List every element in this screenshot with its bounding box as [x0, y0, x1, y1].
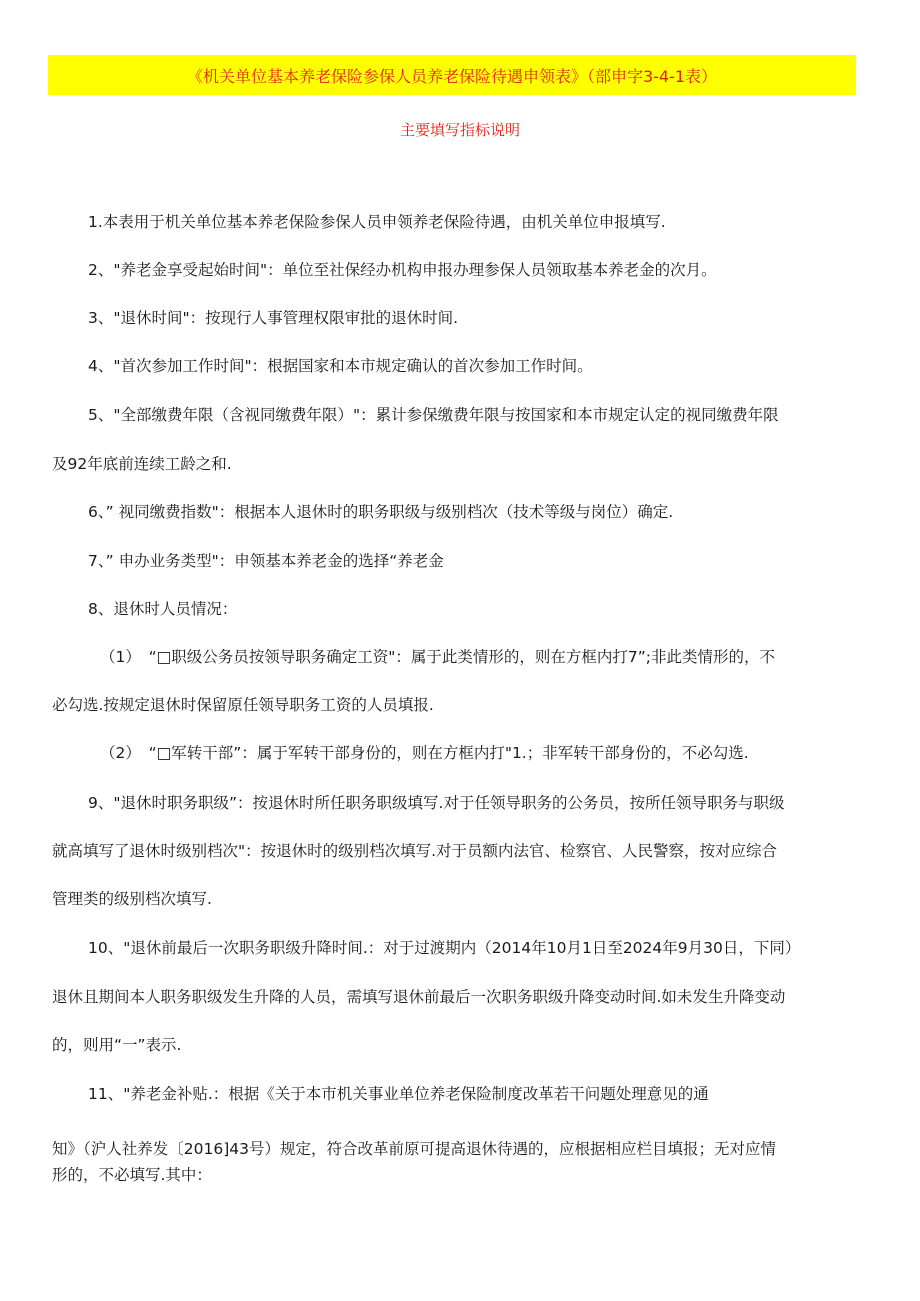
paragraph-line: 形的，不必填写.其中： — [52, 1166, 212, 1184]
paragraph-line: 退休且期间本人职务职级发生升降的人员，需填写退休前最后一次职务职级升降变动时间.如未发生升降变动 — [52, 988, 786, 1006]
paragraph-line: 就高填写了退休时级别档次"：按退休时的级别档次填写.对于员额内法官、检察官、人民警察，按对应综合 — [52, 842, 778, 860]
document-title: 《机关单位基本养老保险参保人员养老保险待遇申领表》（部申字3-4-1表） — [186, 66, 718, 86]
paragraph-line: 7、” 申办业务类型"：申领基本养老金的选择“养老金 — [88, 552, 444, 570]
paragraph-line: 1.本表用于机关单位基本养老保险参保人员申领养老保险待遇，由机关单位申报填写. — [88, 213, 666, 231]
paragraph-line: 5、"全部缴费年限（含视同缴费年限）"：累计参保缴费年限与按国家和本市规定认定的视同缴费年限 — [88, 406, 779, 424]
title-banner — [48, 55, 856, 95]
paragraph-line: 10、"退休前最后一次职务职级升降时间.：对于过渡期内（2014年10月1日至2024年9月30日，下同） — [88, 939, 801, 957]
paragraph-line: 6、” 视同缴费指数"：根据本人退休时的职务职级与级别档次（技术等级与岗位）确定. — [88, 503, 674, 521]
paragraph-line: 2、"养老金享受起始时间"：单位至社保经办机构申报办理参保人员领取基本养老金的次月。 — [88, 261, 717, 279]
paragraph-line: （1） “□职级公务员按领导职务确定工资"：属于此类情形的，则在方框内打7”;非此类情形的，不 — [100, 648, 776, 666]
paragraph-line: 必勾选.按规定退休时保留原任领导职务工资的人员填报. — [52, 696, 434, 714]
paragraph-line: 管理类的级别档次填写. — [52, 890, 212, 908]
paragraph-line: 4、"首次参加工作时间"：根据国家和本市规定确认的首次参加工作时间。 — [88, 357, 593, 375]
paragraph-line: 9、"退休时职务职级”：按退休时所任职务职级填写.对于任领导职务的公务员，按所任领导职务与职级 — [88, 794, 785, 812]
paragraph-line: 的，则用“一”表示. — [52, 1036, 182, 1054]
document-subtitle: 主要填写指标说明 — [399, 121, 520, 139]
paragraph-line: 11、"养老金补贴.：根据《关于本市机关事业单位养老保险制度改革若干问题处理意见的通 — [88, 1085, 709, 1103]
paragraph-line: 及92年底前连续工龄之和. — [52, 455, 232, 473]
paragraph-line: 3、"退休时间"：按现行人事管理权限审批的退休时间. — [88, 309, 459, 327]
paragraph-line: （2） “□军转干部”：属于军转干部身份的，则在方框内打"1.；非军转干部身份的，不必勾选. — [100, 744, 749, 762]
paragraph-line: 8、退休时人员情况： — [88, 600, 238, 618]
paragraph-line: 知》（沪人社养发〔2016]43号）规定，符合改革前原可提高退休待遇的，应根据相应栏目填报；无对应情 — [52, 1140, 776, 1158]
